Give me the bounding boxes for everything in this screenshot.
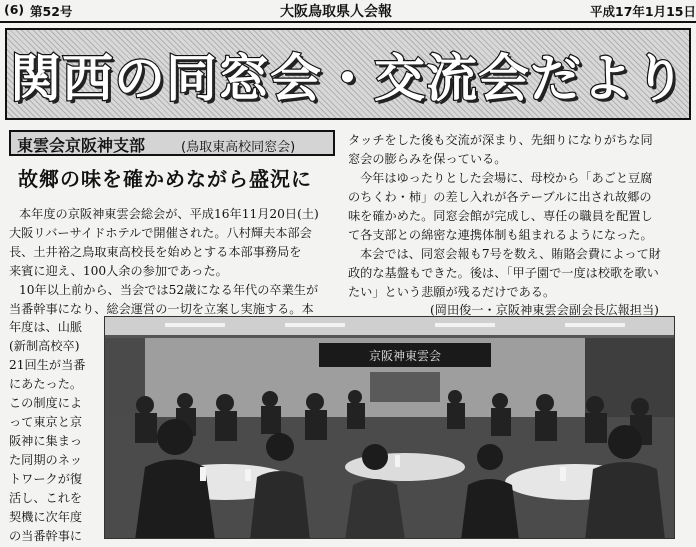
section-heading-note: (鳥取東高校同窓会) [181, 140, 296, 155]
event-photo [104, 316, 675, 539]
narrow-text-line: 契機に次年度 [9, 510, 83, 524]
narrow-text-line: 阪神に集まっ [9, 434, 83, 448]
banner-title: 関西の同窓会・交流会だより [9, 50, 686, 109]
body-text-line: 来賓に迎え、100人余の参加であった。 [9, 264, 228, 278]
body-text-line: 政的な基盤もできた。後は、「甲子園で一度は校歌を歌い [348, 266, 659, 280]
header-rule [0, 21, 696, 23]
body-text-line: 今年はゆったりとした会場に、母校から「あごと豆腐 [360, 171, 653, 185]
narrow-text-line: この制度によ [9, 396, 83, 410]
article-headline: 故郷の味を確かめながら盛況に [18, 167, 312, 191]
body-text-line: 本会では、同窓会報も7号を数え、賄賂会費によって財 [360, 247, 661, 261]
article-credit: (岡田俊一・京阪神東雲会副会長広報担当) [430, 303, 659, 317]
body-text-line: タッチをした後も交流が深まり、先細りになりがちな同 [348, 133, 653, 147]
body-text-line: 大阪リバーサイドホテルで開催された。八村輝夫本部会 [9, 226, 312, 240]
body-text-line: 当番幹事になり、総会運営の一切を立案し実施する。本 [9, 302, 314, 316]
issue-date: 平成17年1月15日 [590, 4, 696, 19]
body-text-line: 窓会の膨らみを保っている。 [348, 152, 507, 166]
body-text-line: たい」という悲願が残るだけである。 [348, 285, 556, 299]
narrow-text-line: 21回生が当番 [9, 358, 86, 372]
photo-banner-text: 京阪神東雲会 [368, 349, 442, 363]
narrow-text-line: 活し、これを [9, 491, 83, 505]
issue-number: 第52号 [30, 4, 73, 19]
section-heading: 東雲会京阪神支部 [17, 136, 146, 155]
narrow-text-line: た同期のネッ [9, 453, 83, 467]
narrow-text-line: って東京と京 [9, 415, 83, 429]
body-text-line: 味を確かめた。同窓会館が完成し、専任の職員を配置し [348, 209, 653, 223]
body-text-line: 長、土井裕之鳥取東高校長を始めとする本部事務局を [9, 245, 302, 259]
narrow-text-line: (新制高校卒) [9, 339, 80, 353]
body-text-line: て各支部との綿密な連携体制も組まれるようになった。 [348, 228, 653, 242]
body-text-line: のちくわ・柿」の差し入れが各テーブルに出され故郷の [348, 190, 652, 204]
page-number: (6) [4, 2, 25, 17]
narrow-text-line: 年度は、山脈 [9, 320, 83, 334]
publication-title: 大阪鳥取県人会報 [280, 4, 392, 20]
body-text-line: 本年度の京阪神東雲会総会が、平成16年11月20日(土) [19, 207, 319, 221]
page-header [0, 0, 696, 20]
body-text-line: 10年以上前から、当会では52歳になる年代の卒業生が [19, 283, 319, 297]
narrow-text-line: トワークが復 [9, 472, 83, 486]
narrow-text-line: にあたった。 [9, 377, 83, 391]
event-photo-image [105, 317, 675, 539]
narrow-text-line: の当番幹事に [9, 529, 83, 543]
